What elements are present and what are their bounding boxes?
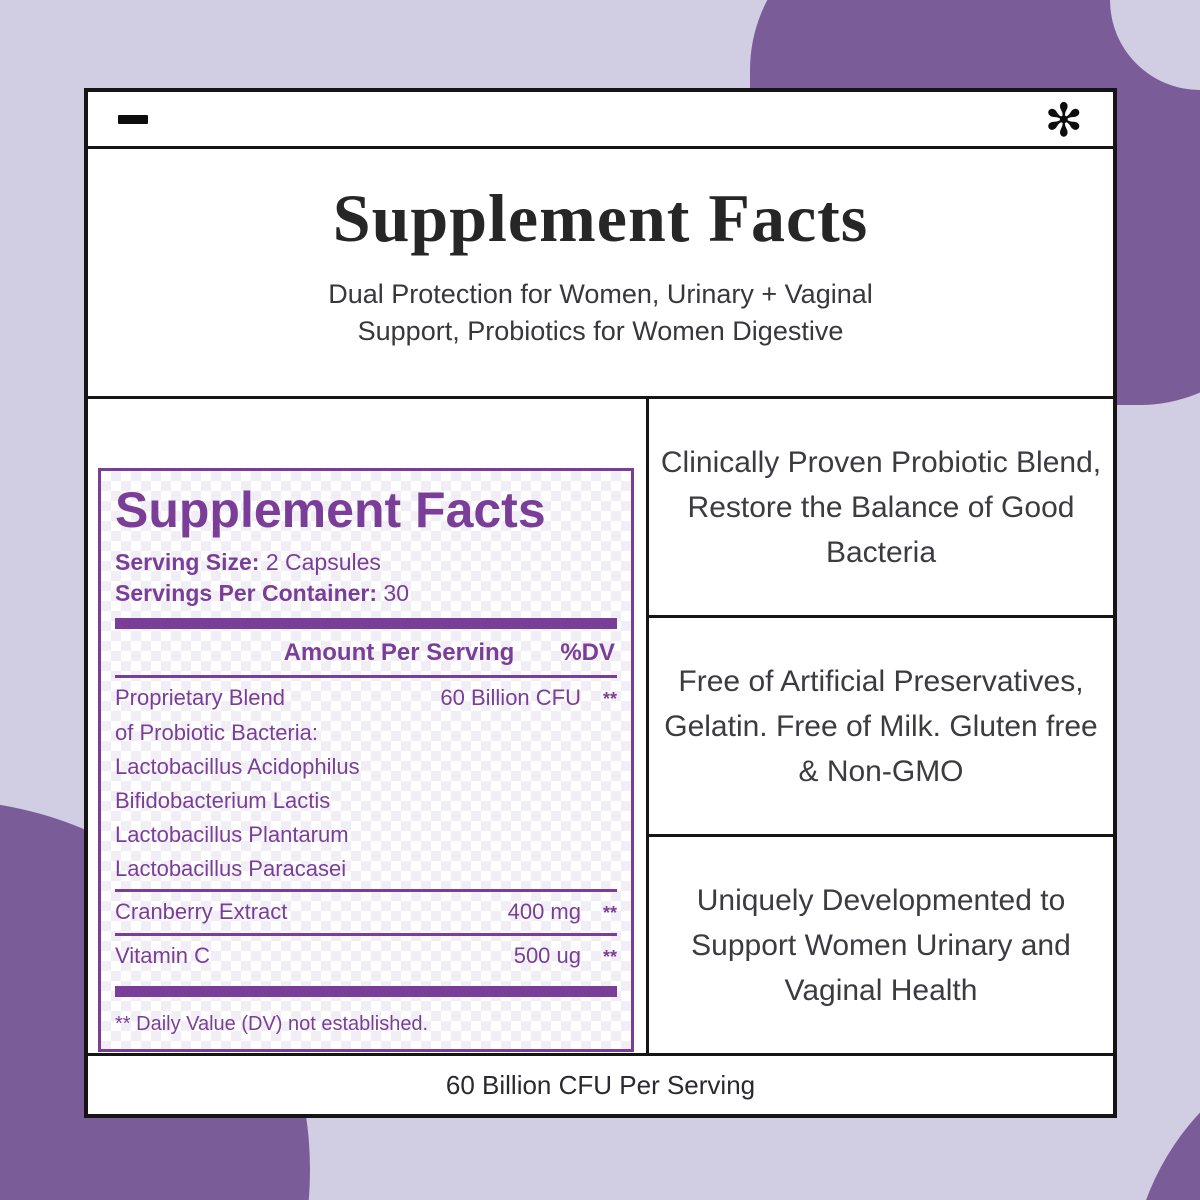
footer-bar — [88, 1053, 1113, 1114]
serving-size-value: 2 Capsules — [259, 549, 381, 575]
decorative-blob-bottom-right — [1130, 1030, 1200, 1200]
content-area — [88, 399, 1113, 1053]
page-subtitle — [88, 276, 1113, 350]
blend-subline: Lactobacillus Plantarum — [115, 822, 349, 847]
benefit-text-3: Uniquely Developmented to Support Women Urinary and Vaginal Health — [691, 883, 1071, 1007]
blend-subline: Lactobacillus Acidophilus — [115, 754, 360, 779]
main-card — [84, 88, 1117, 1118]
amount-per-serving-header: Amount Per Serving — [283, 639, 515, 666]
servings-value: 30 — [377, 580, 410, 606]
serving-size-label: Serving Size: — [115, 549, 260, 575]
nutrient-name: Cranberry Extract — [115, 899, 288, 924]
nutrient-dv: ** — [602, 947, 617, 967]
subtitle-line-2: Support, Probiotics for Women Digestive — [357, 316, 844, 346]
nutrient-amount: 400 mg — [507, 899, 581, 924]
divider-thick — [115, 986, 617, 997]
amount-header-row — [115, 635, 617, 675]
footer-text: 60 Billion CFU Per Serving — [445, 1069, 756, 1100]
supplement-facts-panel — [98, 468, 634, 1052]
nutrient-dv: ** — [602, 903, 617, 923]
nutrient-amount: 500 ug — [513, 943, 581, 968]
nutrient-row-cranberry — [115, 892, 617, 933]
asterisk-icon: ✻ — [1044, 93, 1083, 147]
benefits-column — [649, 399, 1113, 1053]
blend-subline: Bifidobacterium Lactis — [115, 788, 331, 813]
dv-header: %DV — [560, 639, 615, 666]
label-footnote: ** Daily Value (DV) not established. — [115, 1013, 429, 1035]
benefit-text-2: Free of Artificial Preservatives, Gelatin. Free of Milk. Gluten free & Non-GMO — [649, 618, 1113, 837]
blend-name: Proprietary Blend — [115, 685, 285, 710]
divider-thick — [115, 618, 617, 629]
blend-subline: Lactobacillus Paracasei — [115, 856, 347, 881]
nutrient-name: Vitamin C — [115, 943, 210, 968]
label-column — [88, 399, 649, 1053]
proprietary-blend-block — [115, 678, 617, 889]
serving-size-row — [115, 547, 617, 578]
hero-section — [88, 149, 1113, 399]
subtitle-line-1: Dual Protection for Women, Urinary + Vaginal — [328, 279, 873, 309]
top-bar — [88, 92, 1113, 149]
minus-icon — [118, 115, 148, 124]
page-title: Supplement Facts — [332, 180, 869, 256]
label-title: Supplement Facts — [115, 482, 546, 538]
blend-subline: of Probiotic Bacteria: — [115, 720, 318, 745]
blend-row — [115, 681, 617, 716]
servings-label: Servings Per Container: — [115, 580, 378, 606]
blend-dv: ** — [602, 689, 617, 709]
nutrient-row-vitamin-c — [115, 936, 617, 977]
servings-per-container-row — [115, 578, 617, 609]
blend-amount: 60 Billion CFU — [440, 685, 581, 710]
benefit-text-1: Clinically Proven Probiotic Blend, Restore the Balance of Good Bacteria — [649, 399, 1113, 618]
